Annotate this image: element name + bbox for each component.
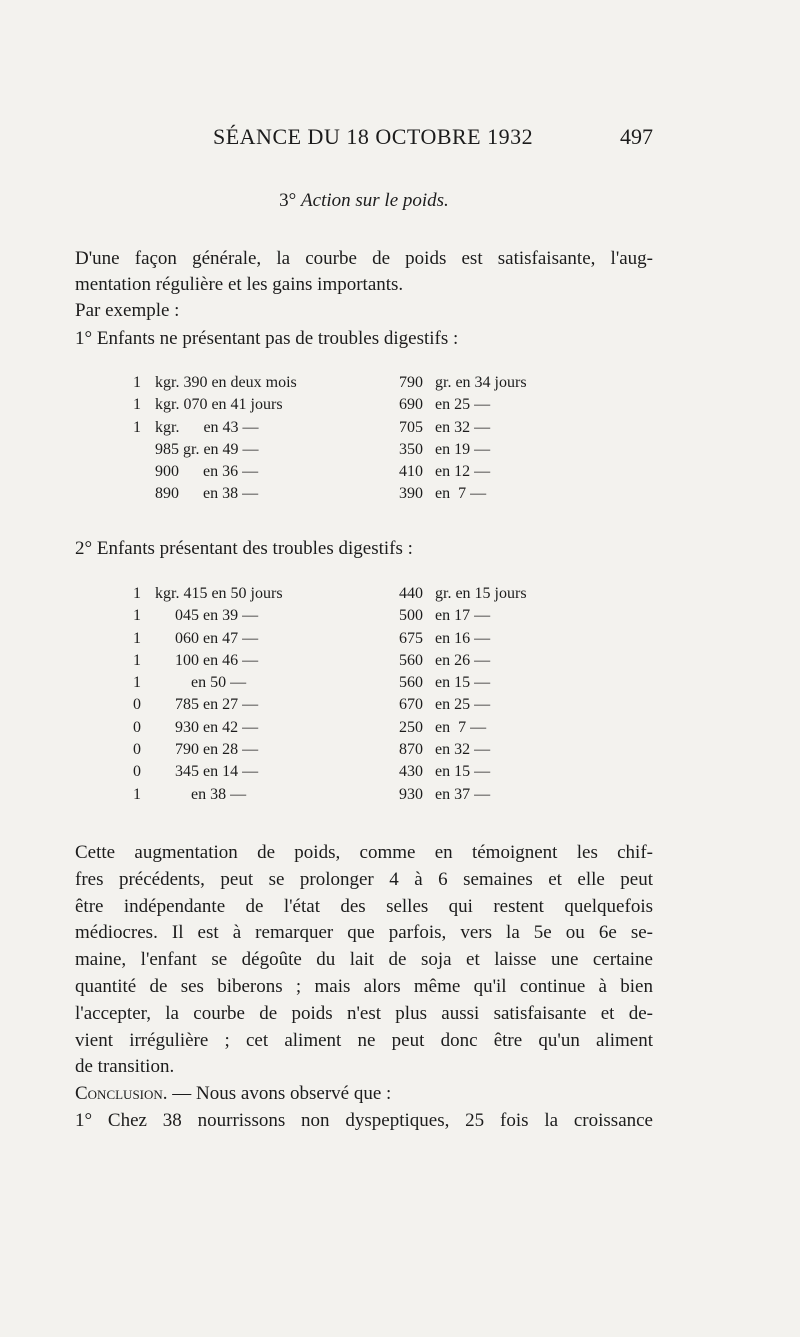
- gain-value: 705: [399, 418, 423, 436]
- header-title: SÉANCE DU 18 OCTOBRE 1932: [213, 124, 534, 149]
- table-row: [75, 585, 653, 607]
- group1-title: [75, 326, 653, 352]
- body-line: Cette augmentation de poids, comme en témoignent les chif-: [75, 842, 653, 863]
- conclusion-line: 1° Chez 38 nourrissons non dyspeptiques, 25 fois la croissance: [75, 1109, 653, 1131]
- kg-value: 1: [133, 374, 141, 391]
- table-row: [75, 719, 653, 741]
- kg-value: 1: [133, 629, 141, 647]
- duration-left: 900 en 36 —: [155, 463, 259, 481]
- table-row: [75, 741, 653, 763]
- group2-title-text: 2° Enfants présentant des troubles digestifs :: [75, 538, 413, 559]
- gain-value: 930: [399, 785, 423, 803]
- table-row: [75, 463, 653, 485]
- duration-left: 785 en 27 —: [155, 696, 259, 714]
- gain-value: 790: [399, 374, 423, 391]
- duration-right: en 25 —: [435, 696, 491, 714]
- duration-right: en 7 —: [435, 718, 487, 736]
- duration-right: en 16 —: [435, 629, 491, 647]
- conclusion-label: Conclusion.: [75, 1083, 168, 1104]
- body-line: maine, l'enfant se dégoûte du lait de soja et laisse une certaine: [75, 949, 653, 971]
- intro-line: mentation régulière et les gains importants.: [75, 274, 404, 295]
- group2-title: [75, 536, 653, 562]
- duration-left: 100 en 46 —: [155, 651, 259, 669]
- kg-value: 1: [133, 418, 141, 436]
- intro-paragraph: [75, 246, 653, 324]
- duration-right: en 32 —: [435, 741, 491, 759]
- conclusion-text: — Nous avons observé que :: [167, 1083, 392, 1104]
- body-line: l'accepter, la courbe de poids n'est plus aussi satisfaisante et de-: [75, 1002, 653, 1024]
- group1-title-text: 1° Enfants ne présentant pas de troubles digestifs :: [75, 328, 459, 349]
- table-row: [75, 696, 653, 718]
- section-heading: Action sur le poids.: [301, 190, 449, 211]
- duration-left: 345 en 14 —: [155, 763, 259, 781]
- duration-right: en 32 —: [435, 418, 491, 436]
- duration-left: kgr. en 43 —: [155, 418, 259, 436]
- gain-value: 430: [399, 763, 423, 781]
- kg-value: 1: [133, 585, 141, 602]
- duration-left: 930 en 42 —: [155, 718, 259, 736]
- table-row: [75, 652, 653, 674]
- duration-left: 045 en 39 —: [155, 607, 259, 625]
- gain-value: 500: [399, 607, 423, 625]
- duration-right: gr. en 34 jours: [435, 374, 527, 391]
- section-number: 3°: [279, 190, 297, 211]
- duration-left: kgr. 070 en 41 jours: [155, 396, 283, 414]
- page-number: 497: [620, 124, 653, 149]
- duration-left: en 50 —: [155, 674, 247, 692]
- duration-right: en 15 —: [435, 674, 491, 692]
- kg-value: 1: [133, 785, 141, 803]
- body-line: médiocres. Il est à remarquer que parfois, vers la 5e ou 6e se-: [75, 922, 653, 944]
- kg-value: 0: [133, 741, 141, 759]
- table-row: [75, 441, 653, 463]
- running-header: [75, 122, 653, 156]
- gain-value: 690: [399, 396, 423, 414]
- duration-right: en 25 —: [435, 396, 491, 414]
- body-line: vient irrégulière ; cet aliment ne peut donc être qu'un aliment: [75, 1029, 653, 1051]
- body-line: quantité de ses biberons ; mais alors même qu'il continue à bien: [75, 975, 653, 997]
- intro-line: Par exemple :: [75, 300, 180, 321]
- duration-right: en 15 —: [435, 763, 491, 781]
- duration-right: gr. en 15 jours: [435, 585, 527, 602]
- kg-value: 1: [133, 674, 141, 692]
- table-row: [75, 485, 653, 507]
- table-row: [75, 607, 653, 629]
- table-row: [75, 786, 653, 808]
- duration-left: en 38 —: [155, 785, 247, 803]
- kg-value: 1: [133, 607, 141, 625]
- gain-value: 410: [399, 463, 423, 481]
- kg-value: 1: [133, 651, 141, 669]
- gain-value: 390: [399, 485, 423, 503]
- kg-value: 0: [133, 696, 141, 714]
- body-line: de transition.: [75, 1056, 175, 1078]
- table-row: [75, 763, 653, 785]
- table-row: [75, 674, 653, 696]
- section-title: [75, 190, 653, 212]
- gain-value: 440: [399, 585, 423, 602]
- body-paragraph: [75, 840, 653, 1081]
- table-row: [75, 396, 653, 418]
- body-line: être indépendante de l'état des selles qui restent quelquefois: [75, 895, 653, 917]
- duration-left: 985 gr. en 49 —: [155, 440, 259, 458]
- conclusion: [75, 1081, 653, 1135]
- gain-value: 675: [399, 629, 423, 647]
- table-row: [75, 630, 653, 652]
- table-row: [75, 374, 653, 396]
- duration-right: en 37 —: [435, 785, 491, 803]
- body-line: fres précédents, peut se prolonger 4 à 6 semaines et elle peut: [75, 868, 653, 890]
- intro-line: D'une façon générale, la courbe de poids est satisfaisante, l'aug-: [75, 248, 653, 269]
- duration-right: en 12 —: [435, 463, 491, 481]
- duration-left: kgr. 390 en deux mois: [155, 374, 297, 391]
- duration-left: 060 en 47 —: [155, 629, 259, 647]
- duration-left: kgr. 415 en 50 jours: [155, 585, 283, 602]
- kg-value: 1: [133, 396, 141, 414]
- gain-value: 670: [399, 696, 423, 714]
- gain-value: 560: [399, 651, 423, 669]
- duration-right: en 26 —: [435, 651, 491, 669]
- gain-value: 870: [399, 741, 423, 759]
- group2-table: [75, 585, 653, 808]
- duration-left: 790 en 28 —: [155, 741, 259, 759]
- duration-right: en 7 —: [435, 485, 487, 503]
- gain-value: 250: [399, 718, 423, 736]
- kg-value: 0: [133, 763, 141, 781]
- kg-value: 0: [133, 718, 141, 736]
- duration-right: en 17 —: [435, 607, 491, 625]
- gain-value: 560: [399, 674, 423, 692]
- gain-value: 350: [399, 440, 423, 458]
- duration-right: en 19 —: [435, 440, 491, 458]
- duration-left: 890 en 38 —: [155, 485, 259, 503]
- table-row: [75, 419, 653, 441]
- group1-table: [75, 374, 653, 508]
